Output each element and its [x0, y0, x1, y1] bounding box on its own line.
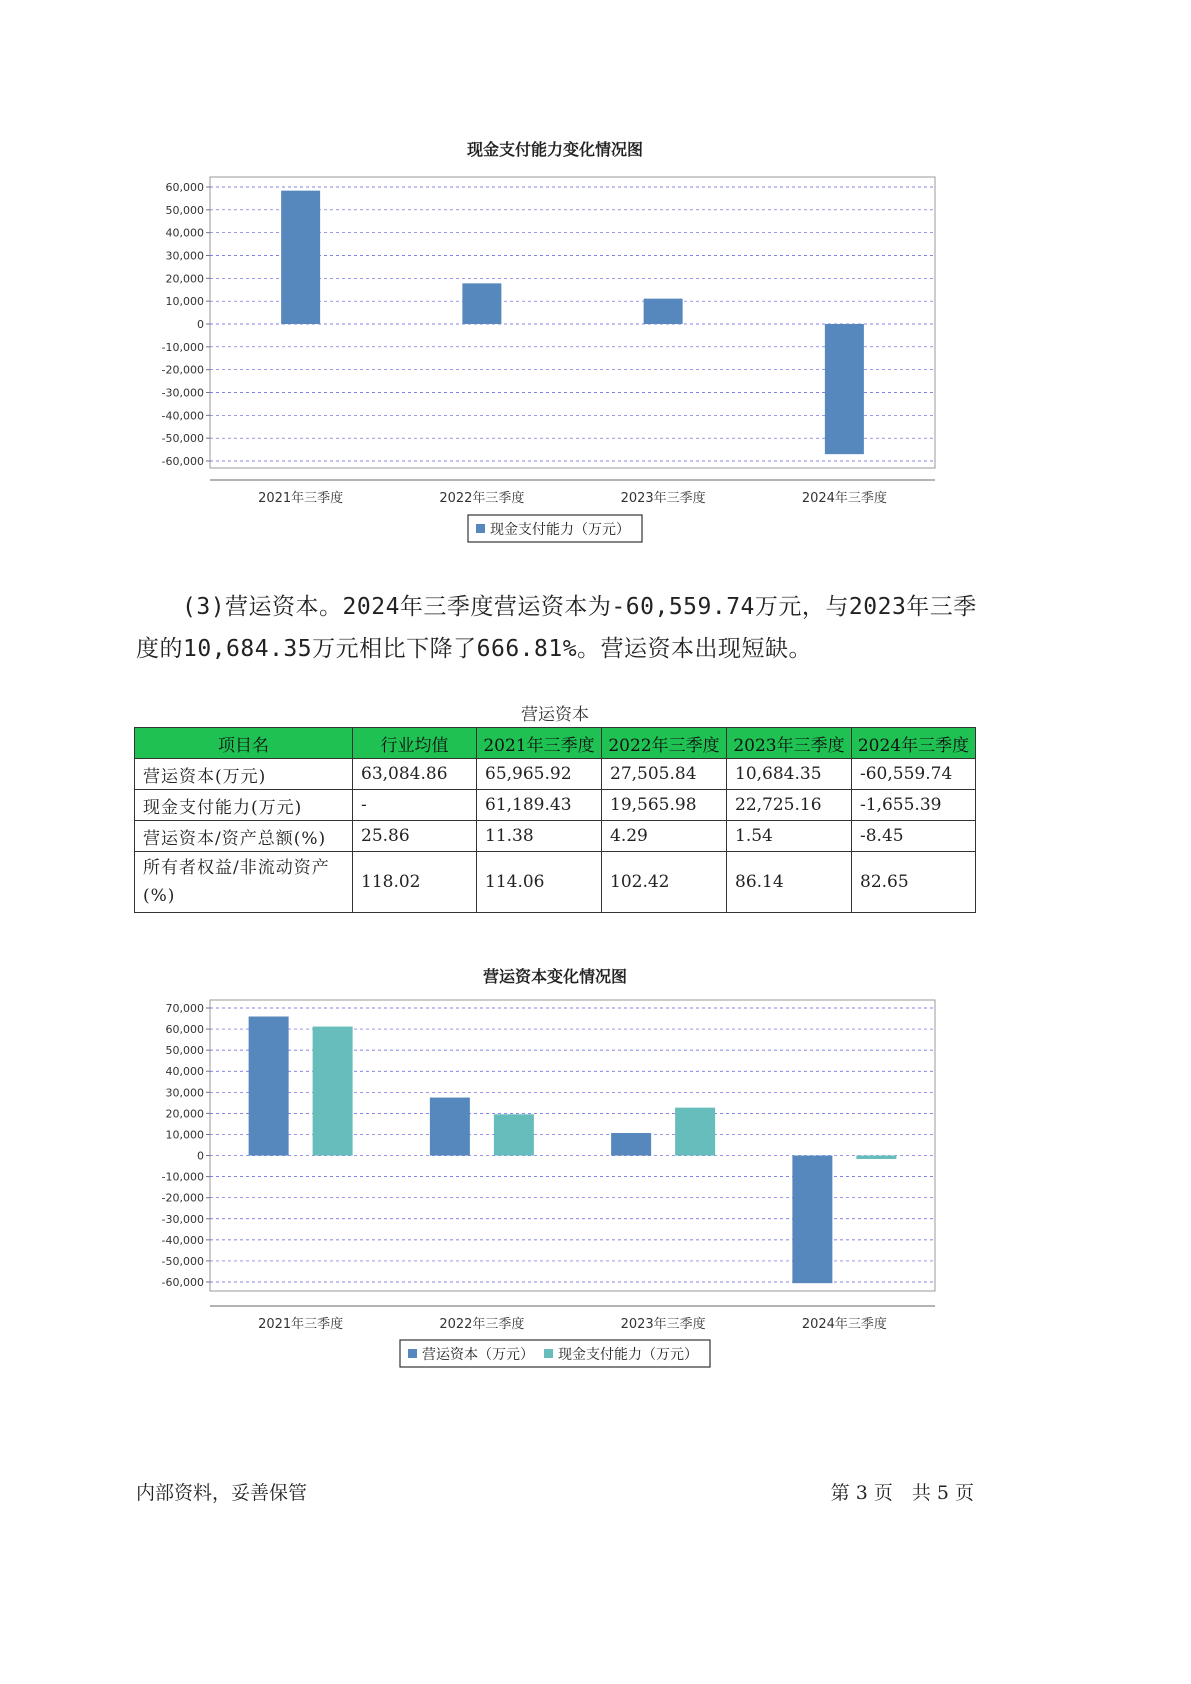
legend-swatch [476, 524, 485, 533]
bar-2022-s0 [430, 1098, 470, 1156]
y-tick-label: 40,000 [165, 1065, 204, 1079]
y-tick-label: -10,000 [161, 340, 204, 354]
table-row [135, 790, 976, 821]
table-cell: 102.42 [602, 852, 727, 913]
bar-2022-s0 [462, 283, 501, 324]
y-tick-label: 10,000 [165, 1128, 204, 1142]
table-header-row [135, 728, 976, 759]
y-tick-label: 20,000 [165, 272, 204, 286]
table-cell: 114.06 [477, 852, 602, 913]
x-category-label: 2021年三季度 [258, 491, 344, 506]
table-cell: 10,684.35 [727, 759, 852, 790]
x-category-label: 2024年三季度 [801, 1317, 887, 1332]
y-tick-label: 0 [197, 318, 204, 331]
bar-2023-s1 [675, 1108, 715, 1156]
table-cell: -1,655.39 [852, 790, 976, 821]
legend-swatch [408, 1349, 417, 1358]
table-row [135, 852, 976, 913]
legend-label: 现金支付能力（万元） [558, 1347, 698, 1363]
y-tick-label: -60,000 [161, 455, 204, 468]
table-cell: 27,505.84 [602, 759, 727, 790]
chart-title: 营运资本变化情况图 [482, 967, 628, 986]
table-cell: 61,189.43 [477, 790, 602, 821]
bar-2022-s1 [494, 1114, 534, 1155]
y-tick-label: -60,000 [161, 1276, 204, 1289]
legend-label: 营运资本（万元） [422, 1347, 534, 1363]
y-tick-label: -20,000 [161, 1191, 204, 1205]
y-tick-label: 40,000 [165, 226, 204, 240]
header-2021-q3: 2021年三季度 [477, 728, 602, 759]
y-tick-label: -40,000 [161, 409, 204, 423]
y-tick-label: 50,000 [165, 1044, 204, 1058]
legend-swatch [544, 1349, 553, 1358]
bar-2021-s0 [249, 1017, 289, 1156]
y-tick-label: -40,000 [161, 1233, 204, 1247]
table-cell: 11.38 [477, 821, 602, 852]
bar-2024-s0 [825, 324, 864, 454]
x-category-label: 2023年三季度 [620, 1317, 706, 1332]
y-tick-label: -30,000 [161, 1212, 204, 1226]
x-category-label: 2024年三季度 [801, 491, 887, 506]
table-cell: 65,965.92 [477, 759, 602, 790]
table-cell: 118.02 [353, 852, 477, 913]
table-cell: 25.86 [353, 821, 477, 852]
bar-2024-s0 [792, 1156, 832, 1284]
table-row [135, 821, 976, 852]
table-cell: 19,565.98 [602, 790, 727, 821]
row-label: 营运资本/资产总额(%) [135, 821, 353, 852]
row-label: 现金支付能力(万元) [135, 790, 353, 821]
y-tick-label: 20,000 [165, 1107, 204, 1121]
table-cell: 1.54 [727, 821, 852, 852]
chart-svg [150, 130, 950, 550]
chart-title: 现金支付能力变化情况图 [466, 140, 644, 159]
header-item-name: 项目名 [135, 728, 353, 759]
y-tick-label: -50,000 [161, 432, 204, 446]
bar-2024-s1 [856, 1156, 896, 1159]
bar-2021-s1 [313, 1027, 353, 1156]
bar-2023-s0 [611, 1133, 651, 1156]
y-tick-label: 60,000 [165, 1023, 204, 1037]
legend-label: 现金支付能力（万元） [490, 522, 630, 538]
table-cell: -8.45 [852, 821, 976, 852]
bar-2021-s0 [281, 191, 320, 324]
working-capital-chart [150, 960, 950, 1380]
table-cell: 4.29 [602, 821, 727, 852]
y-tick-label: 30,000 [165, 1086, 204, 1100]
footer-page-number: 第 3 页 共 5 页 [830, 1482, 974, 1504]
y-tick-label: 0 [197, 1149, 204, 1163]
footer-confidential-note: 内部资料，妥善保管 [136, 1482, 308, 1504]
y-tick-label: 60,000 [165, 181, 204, 194]
y-tick-label: 50,000 [165, 203, 204, 217]
row-label: 营运资本(万元) [135, 759, 353, 790]
table-cell: -60,559.74 [852, 759, 976, 790]
table-row [135, 759, 976, 790]
y-tick-label: -20,000 [161, 363, 204, 377]
working-capital-paragraph: (3)营运资本。2024年三季度营运资本为-60,559.74万元，与2023年三季度的10,684.35万元相比下降了666.81%。营运资本出现短缺。 [136, 594, 977, 662]
x-category-label: 2022年三季度 [439, 1317, 525, 1332]
bar-2023-s0 [644, 299, 683, 324]
header-2023-q3: 2023年三季度 [727, 728, 852, 759]
y-tick-label: 30,000 [165, 249, 204, 263]
x-category-label: 2022年三季度 [439, 491, 525, 506]
table-cell: - [353, 790, 477, 821]
table-cell: 82.65 [852, 852, 976, 913]
x-category-label: 2021年三季度 [258, 1317, 344, 1332]
y-tick-label: 10,000 [165, 295, 204, 309]
table-cell: 22,725.16 [727, 790, 852, 821]
table-cell: 63,084.86 [353, 759, 477, 790]
working-capital-table [134, 727, 976, 913]
row-label: 所有者权益/非流动资产(%) [135, 852, 353, 913]
table-caption: 营运资本 [521, 705, 589, 725]
chart-svg [150, 960, 950, 1380]
y-tick-label: -10,000 [161, 1170, 204, 1184]
header-industry-average: 行业均值 [353, 728, 477, 759]
header-2022-q3: 2022年三季度 [602, 728, 727, 759]
x-category-label: 2023年三季度 [620, 491, 706, 506]
header-2024-q3: 2024年三季度 [852, 728, 976, 759]
table-cell: 86.14 [727, 852, 852, 913]
cash-payment-capacity-chart [150, 130, 950, 550]
y-tick-label: -50,000 [161, 1254, 204, 1268]
y-tick-label: 70,000 [165, 1002, 204, 1015]
y-tick-label: -30,000 [161, 386, 204, 400]
